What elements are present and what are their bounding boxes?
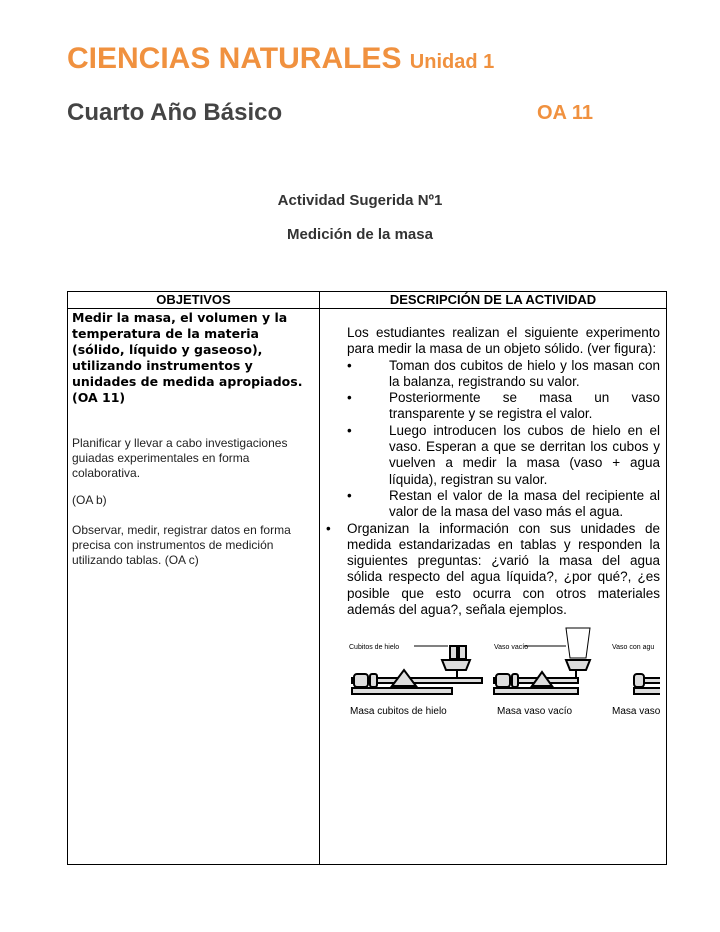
grade-title: Cuarto Año Básico bbox=[67, 99, 283, 126]
intro: Los estudiantes realizan el siguiente experimento para medir la masa de un objeto sólido. (ver figura): bbox=[347, 325, 660, 357]
subject: CIENCIAS NATURALES bbox=[67, 42, 402, 75]
step-2: • Posteriormente se masa un vaso transparente y se registra el valor. bbox=[347, 390, 660, 422]
caption-empty-glass: Masa vaso vacío bbox=[497, 706, 573, 718]
activity-table bbox=[67, 291, 667, 865]
activity-subtitle: Medición de la masa bbox=[287, 226, 433, 243]
caption-glass-water: Masa vaso bbox=[612, 706, 660, 718]
figure-label-empty-glass: Vaso vacío bbox=[494, 644, 529, 652]
objective-main: Medir la masa, el volumen y la temperatura de la materia (sólido, líquido y gaseoso), utilizando instrumentos y unidades de medida apropiados. (OA 11) bbox=[72, 310, 303, 405]
step-4: • Restan el valor de la masa del recipiente al valor de la masa del vaso más el agua. bbox=[347, 487, 660, 520]
objectives-cell bbox=[68, 309, 320, 865]
skill-1-code: (OA b) bbox=[72, 493, 107, 507]
figure-label-glass-water: Vaso con agu bbox=[612, 644, 655, 652]
col-header-objetivos: OBJETIVOS bbox=[68, 292, 320, 309]
skill-2: Observar, medir, registrar datos en forma precisa con instrumentos de medición utilizando tablas. (OA c) bbox=[72, 523, 291, 567]
col-header-descripcion: DESCRIPCIÓN DE LA ACTIVIDAD bbox=[320, 292, 667, 309]
activity-title: Actividad Sugerida Nº1 bbox=[277, 192, 443, 209]
final-step: • Organizan la información con sus unidades de medida estandarizadas en tablas y responden la siguientes preguntas: ¿varió la masa del agua sólida respecto del agua líquida?, ¿por qué?, ¿es posible que esto ocurra con otros materiales además del agua?, señala ejemplos. bbox=[326, 520, 660, 618]
skill-1: Planificar y llevar a cabo investigaciones guiadas experimentales en forma colaborativa. bbox=[72, 436, 288, 480]
figure-label-ice: Cubitos de hielo bbox=[349, 644, 400, 652]
subject-title bbox=[67, 42, 494, 76]
balance-figure bbox=[344, 626, 660, 746]
unit: Unidad 1 bbox=[409, 51, 495, 73]
caption-ice: Masa cubitos de hielo bbox=[350, 706, 447, 718]
step-3: • Luego introducen los cubos de hielo en el vaso. Esperan a que se derritan los cubos y vuelven a medir la masa (vaso + agua líquida), registran su valor. bbox=[347, 422, 660, 487]
oa-code: OA 11 bbox=[537, 102, 593, 124]
description-cell bbox=[320, 309, 667, 865]
step-1: • Toman dos cubitos de hielo y los masan con la balanza, registrando su valor. bbox=[347, 357, 660, 389]
